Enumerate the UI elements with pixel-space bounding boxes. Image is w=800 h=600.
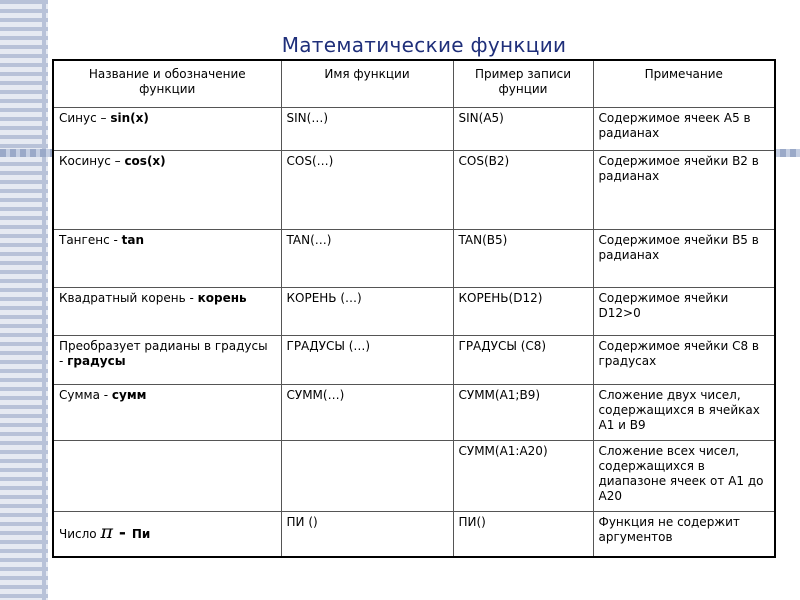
cell-func: ПИ () [281, 511, 453, 557]
cell-note: Содержимое ячейки B5 в радианах [593, 229, 775, 287]
table-row [53, 384, 775, 440]
cell-note: Содержимое ячейки B2 в радианах [593, 150, 775, 229]
pi-symbol: π [100, 521, 113, 544]
cell-name [53, 440, 281, 511]
table-row [53, 107, 775, 150]
cell-func: ГРАДУСЫ (…) [281, 335, 453, 384]
header-cell-note: Примечание [593, 60, 775, 107]
table-header-row [53, 60, 775, 107]
table-row [53, 150, 775, 229]
cell-example: TAN(B5) [453, 229, 593, 287]
cell-name: Сумма - сумм [53, 384, 281, 440]
cell-name: Синус – sin(x) [53, 107, 281, 150]
cell-name: Число π - Пи [53, 511, 281, 557]
table-row [53, 335, 775, 384]
cell-name: Квадратный корень - корень [53, 287, 281, 335]
cell-example: ПИ() [453, 511, 593, 557]
header-cell-name: Название и обозначение функции [53, 60, 281, 107]
cell-example: КОРЕНЬ(D12) [453, 287, 593, 335]
functions-table [52, 59, 776, 558]
cell-func: КОРЕНЬ (…) [281, 287, 453, 335]
cell-name: Преобразует радианы в градусы - градусы [53, 335, 281, 384]
cell-example: СУММ(A1;B9) [453, 384, 593, 440]
cell-note: Функция не содержит аргументов [593, 511, 775, 557]
cell-note: Сложение двух чисел, содержащихся в ячейках A1 и B9 [593, 384, 775, 440]
cell-example: ГРАДУСЫ (C8) [453, 335, 593, 384]
decorative-vertical-stripe [0, 0, 48, 600]
table-row [53, 229, 775, 287]
cell-func [281, 440, 453, 511]
cell-note: Содержимое ячеек A5 в радианах [593, 107, 775, 150]
header-cell-example: Пример записи фунции [453, 60, 593, 107]
cell-func: SIN(…) [281, 107, 453, 150]
cell-func: TAN(…) [281, 229, 453, 287]
cell-func: СУММ(…) [281, 384, 453, 440]
cell-note: Содержимое ячейки D12>0 [593, 287, 775, 335]
table-row [53, 287, 775, 335]
decorative-vertical-line [42, 0, 46, 600]
cell-example: СУММ(A1:A20) [453, 440, 593, 511]
cell-name: Тангенс - tan [53, 229, 281, 287]
cell-note: Сложение всех чисел, содержащихся в диапазоне ячеек от A1 до A20 [593, 440, 775, 511]
page-title: Математические функции [281, 33, 567, 57]
cell-func: COS(…) [281, 150, 453, 229]
cell-example: COS(B2) [453, 150, 593, 229]
cell-note: Содержимое ячейки C8 в градусах [593, 335, 775, 384]
cell-example: SIN(A5) [453, 107, 593, 150]
table-row [53, 511, 775, 557]
cell-name: Косинус – cos(x) [53, 150, 281, 229]
table-row [53, 440, 775, 511]
header-cell-func: Имя функции [281, 60, 453, 107]
